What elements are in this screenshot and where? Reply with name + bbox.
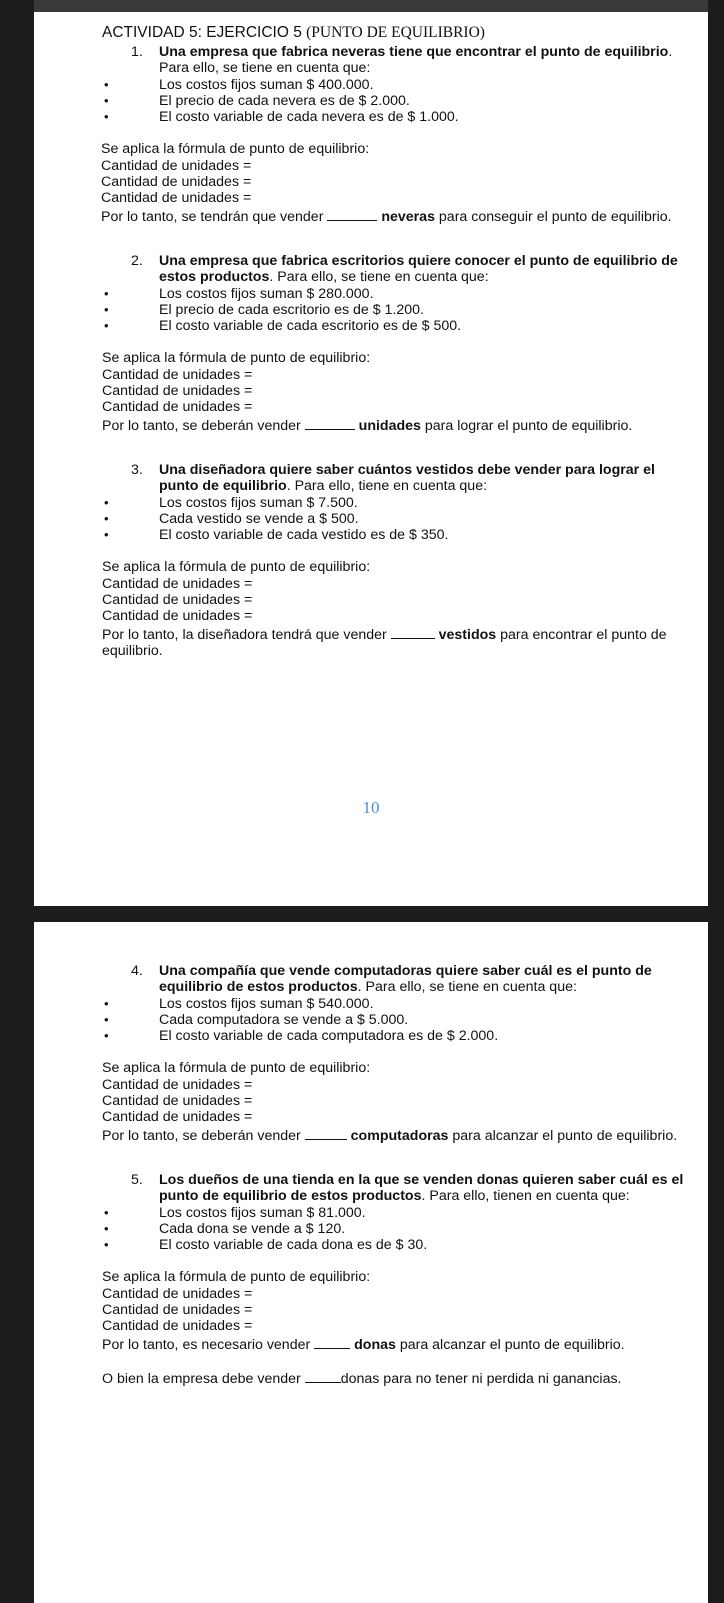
condition-item: • Cada computadora se vende a $ 5.000. (102, 1012, 684, 1028)
problem-statement: Una empresa que fabrica neveras tiene que encontrar el punto de equilibrio (159, 44, 669, 60)
conditions-list (102, 286, 684, 335)
conclusion (102, 1126, 684, 1144)
units-line: Cantidad de unidades = (102, 399, 253, 416)
problem-statement-tail: . Para ello, tienen en cuenta que: (421, 1188, 630, 1205)
conclusion (101, 207, 684, 225)
problem-4 (102, 963, 684, 1144)
conditions-list (102, 77, 684, 126)
conclusion-text-end: para conseguir el punto de equilibrio. (434, 208, 672, 225)
condition-item: • El costo variable de cada nevera es de $ 1.000. (102, 109, 684, 125)
conditions-list (102, 495, 684, 544)
problem-statement: Los dueños de una tienda en la que se venden donas quieren saber cuál es el punto de equilibrio de estos productos (159, 1171, 684, 1205)
formula-intro: Se aplica la fórmula de punto de equilibrio: (101, 141, 370, 158)
condition-item: • Los costos fijos suman $ 540.000. (102, 996, 684, 1012)
problem-statement-tail: . Para ello, se tiene en cuenta que: (159, 44, 673, 77)
units-line: Cantidad de unidades = (102, 383, 253, 400)
document-page-1 (34, 0, 708, 906)
conclusion-text: Por lo tanto, es necesario vender (102, 1336, 315, 1353)
condition-item: • El costo variable de cada dona es de $ 30. (102, 1237, 684, 1253)
conclusion-text-end: para lograr el punto de equilibrio. (420, 417, 633, 434)
conclusion (102, 416, 684, 434)
problem-statement: Una compañía que vende computadoras quiere saber cuál es el punto de equilibrio de estos productos (159, 963, 652, 996)
units-line: Cantidad de unidades = (102, 575, 253, 592)
final-text-end: donas para no tener ni perdida ni ganancias. (340, 1370, 622, 1387)
problem-heading (102, 44, 684, 77)
formula-intro: Se aplica la fórmula de punto de equilibrio: (102, 1060, 371, 1077)
problem-number: 2. (131, 252, 143, 269)
conclusion-text: Por lo tanto, se deberán vender (102, 417, 305, 434)
answer-blank[interactable] (305, 1369, 341, 1383)
problem-1 (102, 44, 684, 225)
problem-statement-tail: . Para ello, tiene en cuenta que: (286, 478, 488, 495)
units-line: Cantidad de unidades = (101, 174, 252, 191)
conclusion-keyword: vestidos (438, 626, 497, 643)
conclusion-text: Por lo tanto, se deberán vender (102, 1127, 305, 1144)
problem-5 (102, 1172, 684, 1387)
answer-blank[interactable] (327, 207, 377, 221)
units-line: Cantidad de unidades = (101, 157, 252, 174)
units-line: Cantidad de unidades = (102, 1302, 253, 1319)
conclusion-text-end: para alcanzar el punto de equilibrio. (395, 1336, 625, 1353)
activity-title (102, 24, 684, 42)
conclusion-keyword: donas (354, 1336, 396, 1353)
condition-item: • Los costos fijos suman $ 7.500. (102, 495, 684, 511)
conclusion-keyword: unidades (358, 417, 421, 434)
problem-statement-tail: . Para ello, se tiene en cuenta que: (357, 979, 577, 996)
condition-item: • El costo variable de cada vestido es de $ 350. (102, 527, 684, 543)
final-text: O bien la empresa debe vender (102, 1370, 305, 1387)
units-line: Cantidad de unidades = (101, 190, 252, 207)
problem-number: 3. (131, 461, 143, 478)
condition-item: • Los costos fijos suman $ 280.000. (102, 286, 684, 302)
problem-heading (102, 963, 684, 996)
units-line: Cantidad de unidades = (102, 1285, 253, 1302)
condition-item: • Los costos fijos suman $ 81.000. (102, 1205, 684, 1221)
units-line: Cantidad de unidades = (102, 1318, 253, 1335)
units-line: Cantidad de unidades = (102, 366, 253, 383)
condition-item: • El precio de cada nevera es de $ 2.000. (102, 93, 684, 109)
answer-blank[interactable] (305, 416, 355, 430)
conditions-list (102, 1205, 684, 1254)
condition-item: • Los costos fijos suman $ 400.000. (102, 77, 684, 93)
conclusion-text: Por lo tanto, la diseñadora tendrá que vender (102, 626, 391, 643)
problem-statement: Una diseñadora quiere saber cuántos vestidos debe vender para lograr el punto de equilibrio (159, 461, 655, 495)
problem-3 (102, 462, 684, 659)
condition-item: • El costo variable de cada escritorio es de $ 500. (102, 318, 684, 334)
answer-blank[interactable] (314, 1335, 350, 1349)
conclusion-keyword: neveras (381, 208, 435, 225)
activity-title-part-a: ACTIVIDAD 5: EJERCICIO 5 (102, 24, 307, 41)
condition-item: • Cada vestido se vende a $ 500. (102, 511, 684, 527)
formula-intro: Se aplica la fórmula de punto de equilibrio: (102, 350, 371, 367)
formula-intro: Se aplica la fórmula de punto de equilibrio: (102, 1269, 371, 1286)
problem-heading (102, 253, 684, 286)
conclusion-text: Por lo tanto, se tendrán que vender (101, 208, 328, 225)
condition-item: • El precio de cada escritorio es de $ 1.200. (102, 302, 684, 318)
conditions-list (102, 996, 684, 1045)
problem-number: 5. (131, 1171, 143, 1188)
condition-item: • Cada dona se vende a $ 120. (102, 1221, 684, 1237)
problem-heading (102, 462, 684, 495)
document-page-2 (34, 922, 708, 1603)
problem-number: 1. (131, 44, 143, 60)
problem-statement-tail: . Para ello, se tiene en cuenta que: (269, 269, 489, 286)
problem-2 (102, 253, 684, 434)
units-line: Cantidad de unidades = (102, 1093, 253, 1110)
answer-blank[interactable] (391, 625, 435, 639)
conclusion (102, 625, 684, 660)
answer-blank[interactable] (305, 1126, 347, 1140)
problem-statement: Una empresa que fabrica escritorios quiere conocer el punto de equilibrio de estos productos (159, 252, 678, 286)
units-line: Cantidad de unidades = (102, 1076, 253, 1093)
activity-title-part-b: (PUNTO DE EQUILIBRIO) (306, 24, 485, 41)
units-line: Cantidad de unidades = (102, 1109, 253, 1126)
problem-number: 4. (131, 963, 143, 979)
units-line: Cantidad de unidades = (102, 592, 253, 609)
problem-heading (102, 1172, 684, 1205)
final-statement (102, 1369, 684, 1387)
conclusion-keyword: computadoras (350, 1127, 449, 1144)
units-line: Cantidad de unidades = (102, 608, 253, 625)
condition-item: • El costo variable de cada computadora es de $ 2.000. (102, 1028, 684, 1044)
page-number: 10 (362, 798, 380, 817)
conclusion (102, 1335, 684, 1353)
conclusion-text-end: para encontrar el punto de equilibrio. (102, 626, 667, 659)
formula-intro: Se aplica la fórmula de punto de equilibrio: (102, 559, 371, 576)
conclusion-text-end: para alcanzar el punto de equilibrio. (448, 1127, 678, 1144)
